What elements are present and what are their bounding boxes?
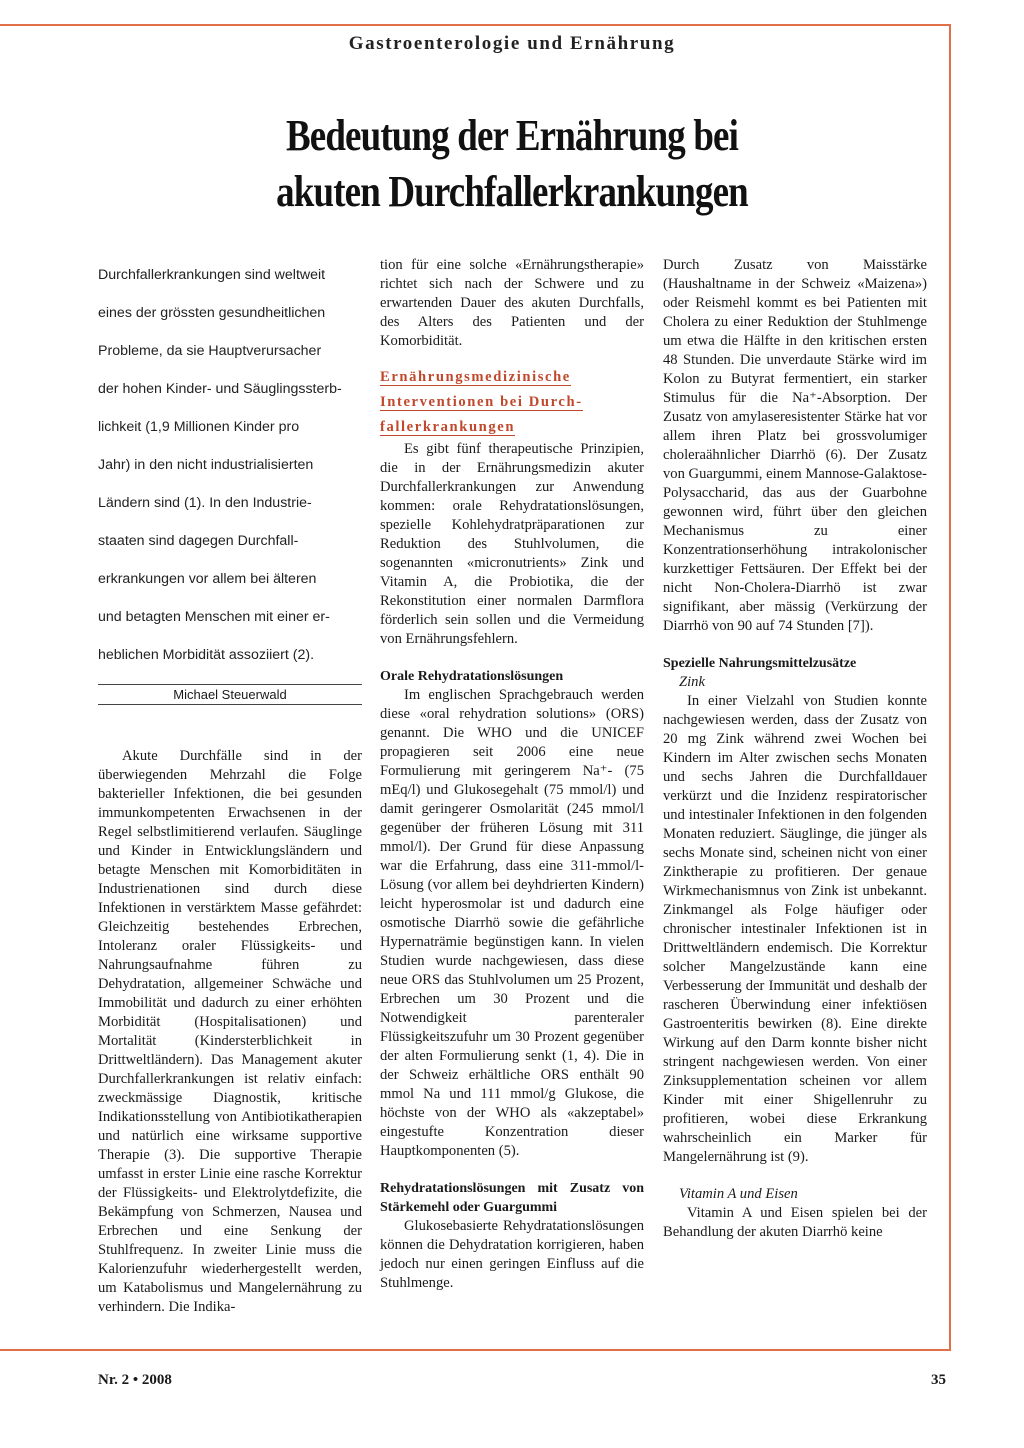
lead-line: der hohen Kinder- und Säuglingssterb- <box>98 381 342 397</box>
body-paragraph: Akute Durchfälle sind in der überwiegenden Mehrzahl die Folge bakterieller Infektionen, die bei gesunden immunkompetenten Erwachsenen in der Regel selbstlimitierend verlaufen. Säuglinge und Kinder in Entwicklungsländern und betagte Menschen mit Komorbiditäten in Industrienationen sind durch diese Infektionen in verstärktem Masse gefährdet: Gleichzeitig bestehendes Erbrechen, Intoleranz oraler Flüssigkeits- und Nahrungsaufnahme führen zu Dehydratation, allgemeiner Schwäche und Immobilität und dadurch zu einer erhöhten Morbidität (Hospitalisationen) und Mortalität (Kindersterblichkeit in Drittweltländern). Das Management akuter Durchfallerkrankungen ist relativ einfach: zweckmässige Diagnostik, kritische Indikationsstellung von Antibiotikatherapien und natürlich eine wirksame supportive Therapie (3). Die supportive Therapie umfasst in erster Linie eine rasche Korrektur der Flüssigkeits- und Elektrolytdefizite, die Bekämpfung von Schmerzen, Nausea und Erbrechen und eine Senkung der Stuhlfrequenz. In zweiter Linie muss die Kalorienzufuhr wiederhergestellt werden, um Katabolismus und Mangelernährung zu verhindern. Die Indika- <box>98 748 362 1315</box>
lead-line: eines der grössten gesundheitlichen <box>98 305 326 321</box>
body-paragraph: Im englischen Sprachgebrauch werden diese «oral rehydration solutions» (ORS) genannt. Die WHO und die UNICEF propagieren seit 2006 eine neue Formulierung mit geringerem Na⁺- (75 mEq/l) und Glukosegehalt (75 mmol/l) und damit geringerer Osmolarität (245 mmol/l gegenüber der früheren Lösung mit 311 mmol/l). Der Grund für diese Anpassung war die Erfahrung, dass eine 311-mmol/l-Lösung (vor allem bei deyhdrierten Kindern) leicht hyperosmolar ist und dadurch eine osmotische Diarrhö sowie die gefährliche Hypernaträmie begünstigen kann. In vielen Studien wurde nachgewiesen, dass diese neue ORS das Stuhlvolumen um 25 Prozent, Erbrechen um 30 Prozent und die Notwendigkeit parenteraler Flüssigkeitszufuhr um 30 Prozent gegenüber der alten Formulierung senkt (1, 4). Die in der Schweiz erhältliche ORS enthält 90 mmol Na und 111 mmol/g Glukose, die höchste von der WHO als «akzeptabel» eingestufte Konzentration dieser Hauptkomponenten (5). <box>380 687 644 1159</box>
subheading-italic: Vitamin A und Eisen <box>679 1186 798 1202</box>
subheading: Spezielle Nahrungsmittelzusätze <box>663 656 857 671</box>
lead-line: und betagten Menschen mit einer er- <box>98 609 330 625</box>
author-name: Michael Steuerwald <box>98 684 362 705</box>
title-line-1: Bedeutung der Ernährung bei <box>285 111 739 160</box>
column-2 <box>380 256 644 1293</box>
page-frame-top <box>0 24 950 26</box>
subheading: Rehydratationslösungen mit Zusatz von Stärkemehl oder Guargummi <box>380 1181 644 1215</box>
title-line-2: akuten Durchfallerkrankungen <box>276 167 748 216</box>
body-paragraph: In einer Vielzahl von Studien konnte nachgewiesen werden, dass der Zusatz von 20 mg Zink während zwei Wochen bei Kindern im Alter zwischen sechs Monaten und sechs Jahren die Durchfalldauer verkürzt und die Inzidenz respiratorischer und intestinaler Infektionen in den folgenden Monaten reduziert. Säuglinge, die jünger als sechs Monate sind, scheinen nicht von einer Zinktherapie zu profitieren. Der genaue Wirkmechanismnus von Zink ist unbekannt. Zinkmangel als Folge häufiger oder chronischer intestinaler Infektionen ist in Drittweltländern endemisch. Die Korrektur solcher Mangelzustände kann eine Verbesserung der Immunität und deshalb der rascheren Überwindung einer infektiösen Gastroenteritis bewirken (8). Eine direkte Wirkung auf den Darm konnte bisher nicht stringent nachgewiesen werden. Von einer Zinksupplementation scheinen vor allem Kinder mit einer Shigellenruhr zu profitieren, wobei diese Erkrankung wahrscheinlich ein Marker für Mangelernährung ist (9). <box>663 693 927 1165</box>
subheading-italic: Zink <box>679 674 705 690</box>
footer-issue: Nr. 2 • 2008 <box>98 1372 172 1388</box>
body-paragraph: Vitamin A und Eisen spielen bei der Behandlung der akuten Diarrhö keine <box>663 1205 927 1240</box>
page-frame-right <box>949 24 951 1350</box>
page-number: 35 <box>931 1372 946 1388</box>
lead-line: erkrankungen vor allem bei älteren <box>98 571 317 587</box>
column-3 <box>663 256 927 1242</box>
column-1 <box>98 256 362 1317</box>
section-header: Gastroenterologie und Ernährung <box>348 33 676 54</box>
lead-line: Probleme, da sie Hauptverursacher <box>98 343 322 359</box>
lead-line: heblichen Morbidität assoziiert (2). <box>98 647 315 663</box>
body-paragraph: Es gibt fünf therapeutische Prinzipien, die in der Ernährungsmedizin akuter Durchfallerkrankungen zur Anwendung kommen: orale Rehydratationslösungen, spezielle Kohlehydratpräparationen zur Reduktion des Stuhlvolumen, die sogenannten «micronutrients» Zink und Vitamin A, die Probiotika, die der Rekonstitution einer normalen Darmflora förderlich sein sollen und die Vermeidung von Ernährungsfehlern. <box>380 441 644 647</box>
lead-line: Ländern sind (1). In den Industrie- <box>98 495 312 511</box>
lead-line: Durchfallerkrankungen sind weltweit <box>98 267 326 283</box>
subheading: Orale Rehydratationslösungen <box>380 669 564 684</box>
body-paragraph: Glukosebasierte Rehydratationslösungen können die Dehydratation korrigieren, haben jedoch nur einen geringen Einfluss auf die Stuhlmenge. <box>380 1218 644 1291</box>
body-paragraph: tion für eine solche «Ernährungstherapie» richtet sich nach der Schwere und zu erwartenden Dauer des akuten Durchfalls, des Alters des Patienten und der Komorbidität. <box>380 257 644 349</box>
lead-line: Jahr) in den nicht industrialisierten <box>98 457 314 473</box>
lead-line: staaten sind dagegen Durchfall- <box>98 533 299 549</box>
section-heading: Ernährungsmedizinische Interventionen bei Durch- fallerkrankungen <box>380 369 583 435</box>
article-title <box>82 108 942 220</box>
lead-line: lichkeit (1,9 Millionen Kinder pro <box>98 419 300 435</box>
page-frame-bottom <box>0 1349 951 1351</box>
lead-paragraph <box>98 256 362 674</box>
body-paragraph: Durch Zusatz von Maisstärke (Haushaltname in der Schweiz «Maizena») oder Reismehl kommt es bei Patienten mit Cholera zu einer Reduktion der Stuhlmenge um etwa die Hälfte in den kritischen ersten 48 Stunden. Die unverdaute Stärke wird im Kolon zu Butyrat fermentiert, ein starker Stimulus für die Na⁺-Absorption. Der Zusatz von amylaseresistenter Stärke hat vor allem ihren Platz bei grossvolumiger choleraähnlicher Diarrhö (6). Der Zusatz von Guargummi, einem Mannose-Galaktose-Polysaccharid, das aus der Guarbohne gewonnen wird, führt über den gleichen Mechanismus zu einer Konzentrationserhöhung intrakolonischer kurzkettiger Fettsäuren. Der Effekt bei der nicht Non-Cholera-Diarrhö ist zwar signifikant, aber mässig (Verkürzung der Diarrhö von 90 auf 74 Stunden [7]). <box>663 257 927 634</box>
